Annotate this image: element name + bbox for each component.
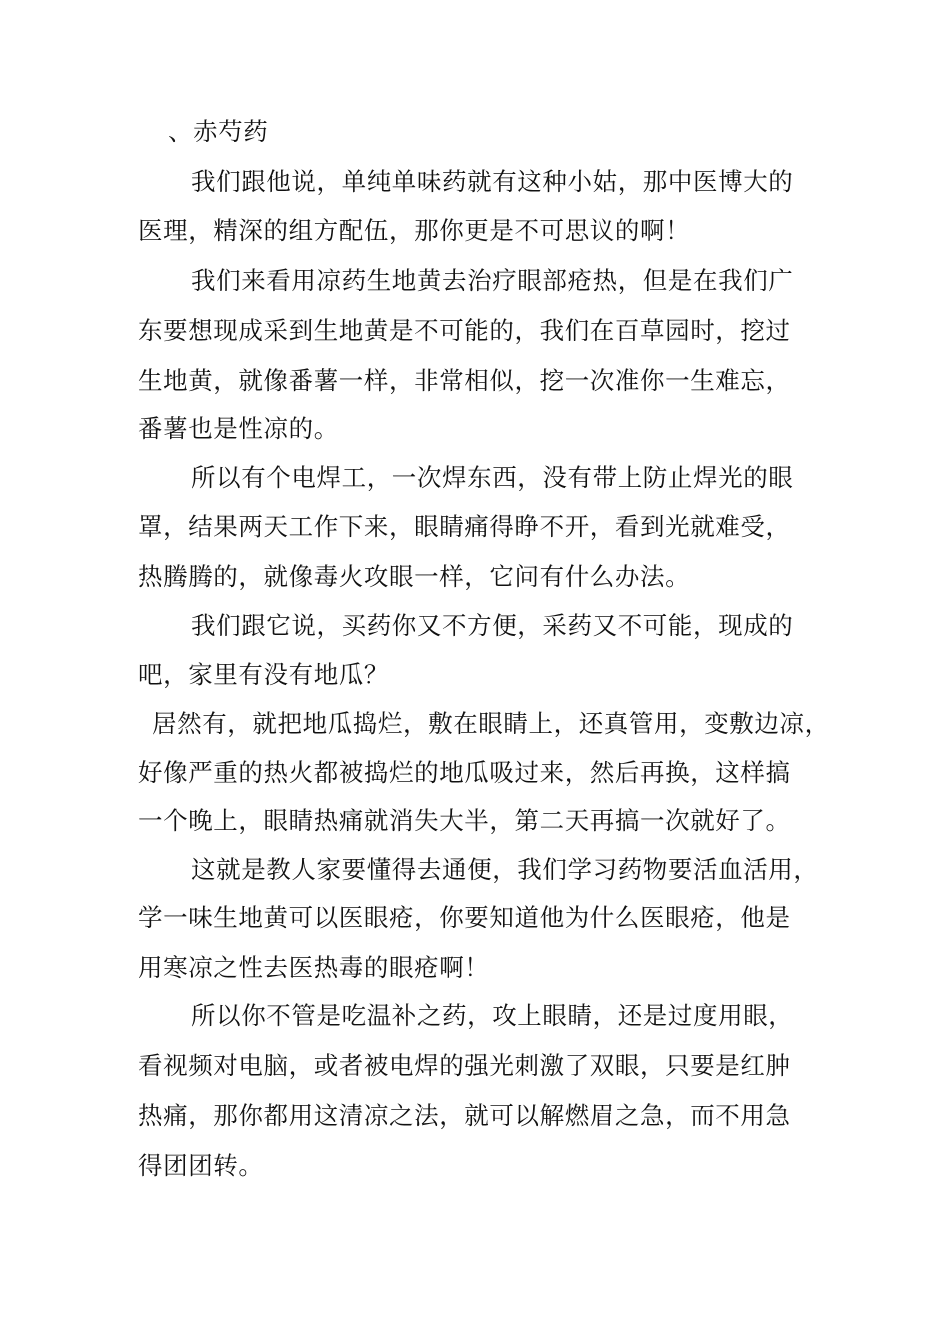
paragraph-line: 居然有，就把地瓜捣烂，敷在眼睛上，还真管用，变敷边凉， [152,709,830,738]
paragraph-line: 这就是教人家要懂得去通便，我们学习药物要活血活用， [191,855,819,884]
paragraph-line: 看视频对电脑，或者被电焊的强光刺激了双眼，只要是红肿 [138,1051,791,1080]
paragraph-line: 我们跟它说，买药你又不方便，采药又不可能，现成的 [191,611,794,640]
paragraph-line: 一个晚上，眼睛热痛就消失大半，第二天再搞一次就好了。 [138,806,791,835]
paragraph-line: 所以有个电焊工，一次焊东西，没有带上防止焊光的眼 [191,463,794,492]
paragraph-line: 番薯也是性凉的。 [138,414,339,443]
paragraph-line: 得团团转。 [138,1151,264,1180]
paragraph-line: 好像严重的热火都被捣烂的地瓜吸过来，然后再换，这样搞 [138,758,791,787]
paragraph-line: 所以你不管是吃温补之药，攻上眼睛，还是过度用眼， [191,1001,794,1030]
paragraph-line: 热腾腾的，就像毒火攻眼一样，它问有什么办法。 [138,562,691,591]
section-heading: 、赤芍药 [168,117,269,146]
paragraph-line: 热痛，那你都用这清凉之法，就可以解燃眉之急，而不用急 [138,1101,791,1130]
paragraph-line: 吧，家里有没有地瓜？ [138,660,389,689]
paragraph-line: 我们跟他说，单纯单味药就有这种小姑，那中医博大的 [191,167,794,196]
paragraph-line: 用寒凉之性去医热毒的眼疮啊！ [138,953,490,982]
paragraph-line: 东要想现成采到生地黄是不可能的，我们在百草园时，挖过 [138,316,791,345]
paragraph-line: 我们来看用凉药生地黄去治疗眼部疮热，但是在我们广 [191,266,794,295]
paragraph-line: 学一味生地黄可以医眼疮，你要知道他为什么医眼疮，他是 [138,903,791,932]
paragraph-line: 医理，精深的组方配伍，那你更是不可思议的啊！ [138,216,691,245]
paragraph-line: 生地黄，就像番薯一样，非常相似，挖一次准你一生难忘， [138,366,791,395]
paragraph-line: 罩，结果两天工作下来，眼睛痛得睁不开，看到光就难受， [138,512,791,541]
